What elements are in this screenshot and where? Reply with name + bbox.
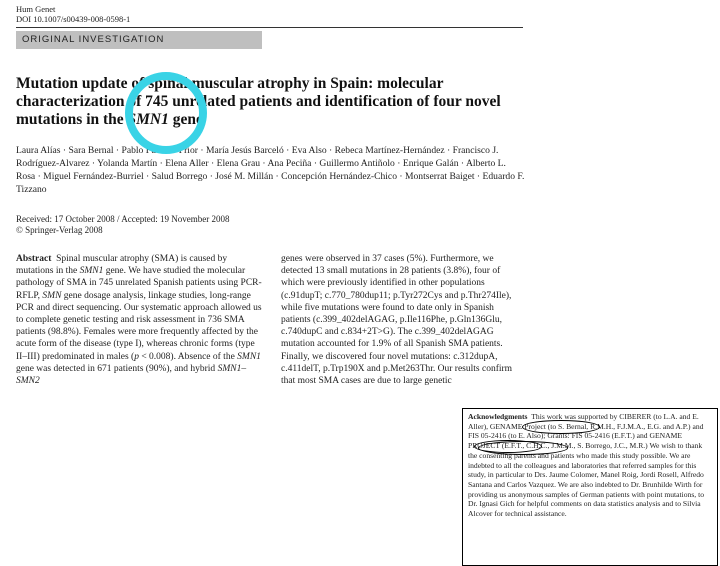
abstract-text: < 0.008). Absence of the — [138, 351, 238, 362]
journal-name: Hum Genet — [16, 4, 56, 14]
p-value-symbol: p — [134, 351, 139, 362]
acknowledgments-text: This work was supported by CIBERER (to L.A. and E. Aller), GENAME Project (to S. Bernal, R.M.H., F.J.M.A., E.G. and A.P.) and FIS 05-2416 (to E. Also); Grants: FIS 05-2416 (E.F.T.) and GENAME PROJECT (E.F.T., C.H.C., J.M.M., S. Borrego, J.C., M.R.) We wish to thank the consenting parents and patients who made this study possible. We are indebted to all the colleagues and laboratories that referred samples for this study, in particular to Drs. Jaume Colomer, Manel Roig, Jordi Rosell, Alfredo Santana and Carlos Vazquez. We are also indebted to Dr. Brunhilde Wirth for providing us anonymous samples of German patients with point mutations, to Dr. Ignasi Gich for helpful comments on data statistics analysis and to Silvia Alcover for technical assistance. — [468, 412, 705, 519]
abstract-text: Spinal muscular atrophy (SMA) is caused by mutations in the — [16, 254, 228, 277]
author-list: Laura Alías · Sara Bernal · Pablo Fuentes-Prior · María Jesús Barceló · Eva Also · Rebeca Martínez-Hernández · Francisco J. Rodríguez-Alvarez · Yolanda Martín · Elena Aller · Elena Grau · Ana Peciña · Guillermo Antiñolo · Enrique Galán · Alberto L. Rosa · Miguel Fernández-Burriel · Salud Borrego · José M. Millán · Concepción Hernández-Chico · Montserrat Baiget · Eduardo F. Tizzano — [16, 145, 525, 195]
header-rule — [16, 27, 523, 28]
copyright: © Springer-Verlag 2008 — [16, 225, 103, 235]
gene-name: SMN — [42, 290, 62, 301]
article-title — [16, 75, 516, 129]
annotation-oval-genome-project — [522, 420, 600, 434]
abstract-column-left — [16, 253, 262, 387]
abstract-heading: Abstract — [16, 254, 52, 264]
title-tail: gene — [168, 111, 203, 128]
title-text: Mutation update of spinal muscular atrophy in Spain: molecular characterization of 745 unrelated patients and identification of four novel mutations in the — [16, 75, 501, 128]
journal-header — [16, 4, 130, 24]
publication-dates — [16, 214, 416, 236]
article-doi: DOI 10.1007/s00439-008-0598-1 — [16, 14, 131, 24]
section-label: ORIGINAL INVESTIGATION — [16, 31, 262, 49]
title-gene: SMN1 — [127, 111, 169, 128]
received-accepted: Received: 17 October 2008 / Accepted: 19 November 2008 — [16, 214, 230, 224]
acknowledgments-box — [462, 408, 718, 566]
highlight-circle — [125, 72, 207, 154]
abstract-text: gene dosage analysis, linkage studies, long-range PCR and direct sequencing. Our systematic approach allowed us to complete genetic testing and risk assessment in 736 SMA patients (98.8%). Females were more frequently affected by the acute form of the disease (type I), whereas chronic forms (type II–III) predominated in males ( — [16, 290, 262, 362]
abstract-column-right: genes were observed in 37 cases (5%). Furthermore, we detected 13 small mutations in 28 patients (3.8%), four of which were previously identified in other populations (c.91dupT; c.770_780dup11; p.Tyr272Cys and p.Thr274Ile), while five mutations were found to date only in Spanish patients (c.399_402delAGAG, p.Ile116Phe, p.Gln136Glu, c.740dupC and c.834+2T>G). The c.399_402delAGAG mutation accounted for 1.9% of all Spanish SMA patients. Finally, we discovered four novel mutations: c.312dupA, c.411delT, p.Trp190X and p.Met263Thr. Our results confirm that most SMA cases are due to large genetic — [281, 254, 513, 387]
annotation-oval-genome-project-2 — [478, 441, 568, 455]
abstract-text: gene was detected in 671 patients (90%), and hybrid — [16, 363, 218, 374]
gene-name: SMN1–SMN2 — [16, 363, 247, 387]
gene-name: SMN1 — [79, 266, 104, 277]
acknowledgments-heading: Acknowledgments — [468, 412, 528, 421]
gene-name: SMN1 — [237, 351, 261, 362]
abstract-text: gene. We have studied the molecular pathology of SMA in 745 unrelated Spanish patients using PCR-RFLP, — [16, 266, 262, 301]
